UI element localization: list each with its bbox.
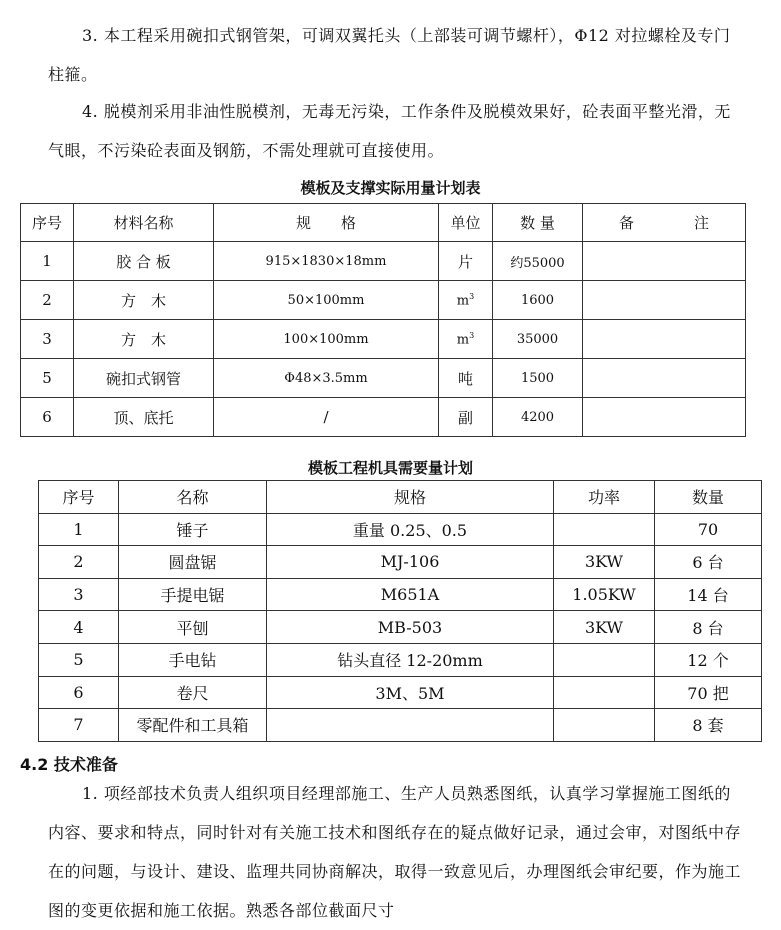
table-row xyxy=(21,320,746,359)
table-cell: 35000 xyxy=(493,320,583,359)
table-cell: 14 台 xyxy=(655,578,762,611)
table-cell: 钻头直径 12-20mm xyxy=(267,643,554,676)
unit-superscript: 3 xyxy=(469,291,475,301)
table-cell xyxy=(583,398,746,437)
table-cell: MJ-106 xyxy=(267,546,554,579)
table-cell xyxy=(554,709,655,742)
table-row xyxy=(21,359,746,398)
table-cell xyxy=(583,242,746,281)
table-cell: 零配件和工具箱 xyxy=(119,709,267,742)
table-cell: 碗扣式钢管 xyxy=(74,359,214,398)
table-cell: 3KW xyxy=(554,546,655,579)
table-cell: 重量 0.25、0.5 xyxy=(267,513,554,546)
header-cell: 序号 xyxy=(21,204,74,242)
table-row xyxy=(39,676,762,709)
table-cell: 手电钻 xyxy=(119,643,267,676)
table-cell: 方 木 xyxy=(74,320,214,359)
table-cell: 平刨 xyxy=(119,611,267,644)
table-cell: 4 xyxy=(39,611,119,644)
table-cell: 锤子 xyxy=(119,513,267,546)
table-cell: 片 xyxy=(439,242,493,281)
table-row xyxy=(21,242,746,281)
table-cell: 3 xyxy=(21,320,74,359)
table-cell: 圆盘锯 xyxy=(119,546,267,579)
table-cell: 100×100mm xyxy=(214,320,439,359)
table-cell: 8 套 xyxy=(655,709,762,742)
table-row xyxy=(39,546,762,579)
section-heading: 4.2 技术准备 xyxy=(20,755,118,774)
header-cell: 功率 xyxy=(554,481,655,514)
table-cell: / xyxy=(214,398,439,437)
table-cell: 1500 xyxy=(493,359,583,398)
table-cell: 6 台 xyxy=(655,546,762,579)
table-row xyxy=(39,709,762,742)
table-cell: 5 xyxy=(39,643,119,676)
table-cell: 7 xyxy=(39,709,119,742)
header-cell: 数 量 xyxy=(493,204,583,242)
table-cell: 1 xyxy=(39,513,119,546)
table-cell xyxy=(554,513,655,546)
table-row xyxy=(39,611,762,644)
paragraph-4: 4. 脱模剂采用非油性脱模剂，无毒无污染，工作条件及脱模效果好，砼表面平整光滑，无气眼，不污染砼表面及钢筋，不需处理就可直接使用。 xyxy=(48,102,731,160)
header-cell: 数量 xyxy=(655,481,762,514)
table-header-row xyxy=(39,481,762,514)
table-cell: 8 台 xyxy=(655,611,762,644)
table-row xyxy=(21,281,746,320)
formwork-materials-table xyxy=(20,203,746,437)
table-header-row xyxy=(21,204,746,242)
table-cell: 副 xyxy=(439,398,493,437)
table-cell: 1 xyxy=(21,242,74,281)
table-cell xyxy=(583,281,746,320)
table-cell: 3M、5M xyxy=(267,676,554,709)
table-cell: 3KW xyxy=(554,611,655,644)
table-cell: 顶、底托 xyxy=(74,398,214,437)
table-cell xyxy=(267,709,554,742)
header-cell: 规格 xyxy=(267,481,554,514)
table-cell: 6 xyxy=(39,676,119,709)
table-cell: 吨 xyxy=(439,359,493,398)
header-cell: 序号 xyxy=(39,481,119,514)
table-row xyxy=(21,398,746,437)
table-row xyxy=(39,643,762,676)
table-cell: 2 xyxy=(21,281,74,320)
table-cell: 卷尺 xyxy=(119,676,267,709)
machinery-table xyxy=(38,480,762,742)
table-cell: 4200 xyxy=(493,398,583,437)
table-row xyxy=(39,578,762,611)
table-cell: 70 把 xyxy=(655,676,762,709)
table-cell: 方 木 xyxy=(74,281,214,320)
table-cell: MB-503 xyxy=(267,611,554,644)
unit-text: m xyxy=(456,332,470,348)
table-cell: 胶 合 板 xyxy=(74,242,214,281)
unit-text: m xyxy=(456,293,470,309)
header-cell: 单位 xyxy=(439,204,493,242)
table-cell: M651A xyxy=(267,578,554,611)
table-cell: 1.05KW xyxy=(554,578,655,611)
table-cell: 12 个 xyxy=(655,643,762,676)
table-cell: 约55000 xyxy=(493,242,583,281)
table-cell: 915×1830×18mm xyxy=(214,242,439,281)
table-cell: 手提电锯 xyxy=(119,578,267,611)
table-cell xyxy=(439,320,493,359)
table-cell xyxy=(439,281,493,320)
header-cell: 规 格 xyxy=(214,204,439,242)
table-cell: 2 xyxy=(39,546,119,579)
table-row xyxy=(39,513,762,546)
header-cell: 备 注 xyxy=(583,204,746,242)
table-cell: 50×100mm xyxy=(214,281,439,320)
table-cell: 5 xyxy=(21,359,74,398)
header-cell: 名称 xyxy=(119,481,267,514)
table-cell: 6 xyxy=(21,398,74,437)
table-cell xyxy=(554,643,655,676)
paragraph-3: 3. 本工程采用碗扣式钢管架，可调双翼托头（上部装可调节螺杆），Φ12 对拉螺栓及专门柱箍。 xyxy=(48,26,731,84)
table-cell: Φ48×3.5mm xyxy=(214,359,439,398)
table1-caption: 模板及支撑实际用量计划表 xyxy=(300,179,481,197)
table-cell: 70 xyxy=(655,513,762,546)
table-cell xyxy=(583,359,746,398)
table-cell xyxy=(554,676,655,709)
table2-caption: 模板工程机具需要量计划 xyxy=(307,459,473,477)
header-cell: 材料名称 xyxy=(74,204,214,242)
unit-superscript: 3 xyxy=(469,330,475,340)
table-cell: 1600 xyxy=(493,281,583,320)
table-cell: 3 xyxy=(39,578,119,611)
section-paragraph: 1. 项经部技术负责人组织项目经理部施工、生产人员熟悉图纸，认真学习掌握施工图纸的内容、要求和特点，同时针对有关施工技术和图纸存在的疑点做好记录，通过会审，对图纸中存在的问题，与设计、建设、监理共同协商解决，取得一致意见后，办理图纸会审纪要，作为施工图的变更依据和施工依据。熟悉各部位截面尺寸 xyxy=(48,784,742,920)
table-cell xyxy=(583,320,746,359)
